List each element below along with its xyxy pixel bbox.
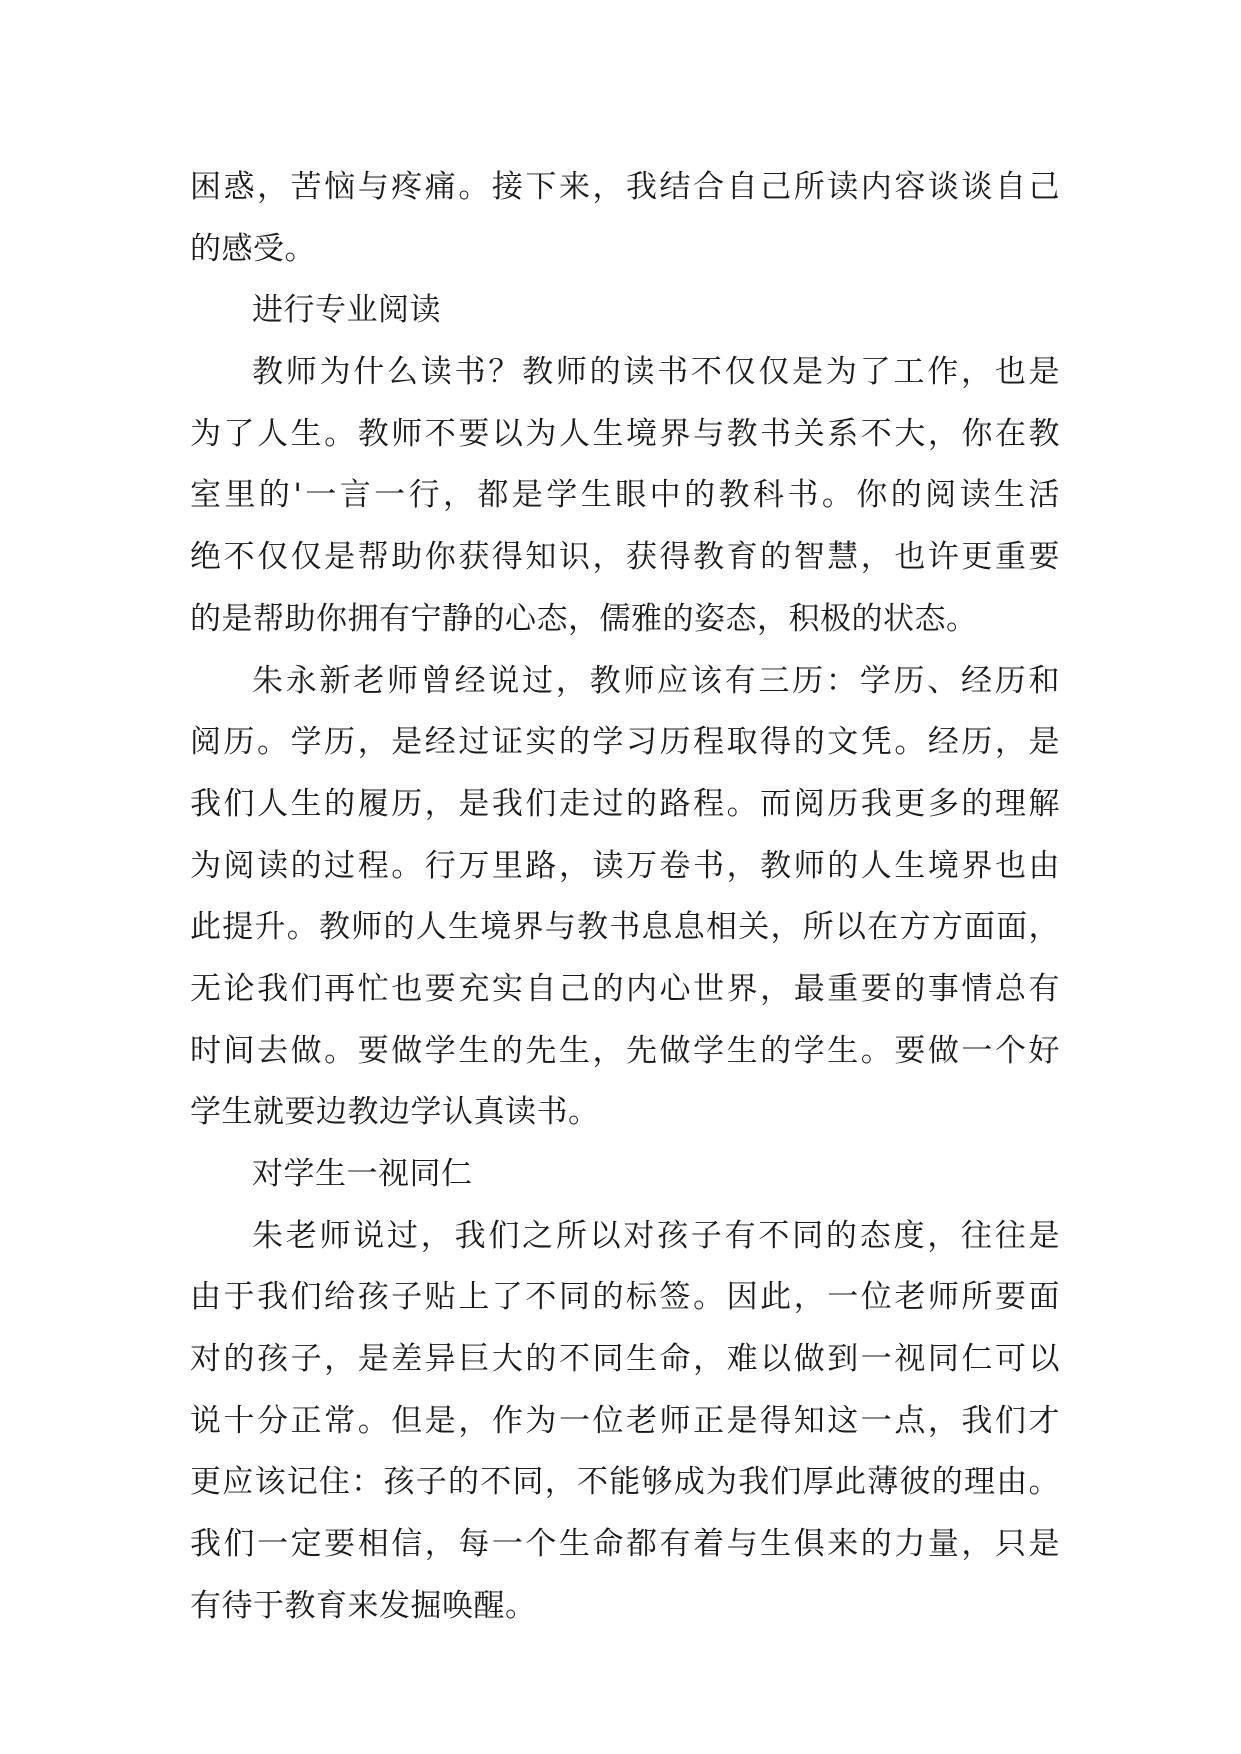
text-line: 教师为什么读书？教师的读书不仅仅是为了工作，也是 (252, 354, 1060, 391)
text-line: 的是帮助你拥有宁静的心态，儒雅的姿态，积极的状态。 (190, 600, 978, 637)
text-line: 此提升。教师的人生境界与教书息息相关，所以在方方面面， (190, 909, 1060, 946)
text-line: 有待于教育来发掘唤醒。 (190, 1587, 537, 1624)
section-heading: 进行专业阅读 (252, 292, 441, 329)
text-line: 学生就要边教边学认真读书。 (190, 1094, 600, 1131)
paragraph-equal-treatment (190, 1206, 1060, 1638)
text-line: 说十分正常。但是，作为一位老师正是得知这一点，我们才 (190, 1402, 1060, 1439)
text-line: 困惑，苦恼与疼痛。接下来，我结合自己所读内容谈谈自己 (190, 169, 1060, 205)
paragraph-intro-continuation (190, 157, 1060, 280)
text-line: 朱永新老师曾经说过，教师应该有三历：学历、经历和 (252, 662, 1060, 699)
text-line: 朱老师说过，我们之所以对孩子有不同的态度，往往是 (252, 1217, 1060, 1254)
text-line: 由于我们给孩子贴上了不同的标签。因此，一位老师所要面 (190, 1279, 1060, 1316)
text-line: 更应该记住：孩子的不同，不能够成为我们厚此薄彼的理由。 (190, 1464, 1060, 1501)
section-heading: 对学生一视同仁 (252, 1156, 473, 1192)
text-line: 无论我们再忙也要充实自己的内心世界，最重要的事情总有 (190, 970, 1060, 1007)
section-heading-equal-treatment (190, 1144, 1060, 1206)
text-line: 我们一定要相信，每一个生命都有着与生俱来的力量，只是 (190, 1526, 1060, 1563)
text-line: 时间去做。要做学生的先生，先做学生的学生。要做一个好 (190, 1032, 1060, 1069)
text-line: 绝不仅仅是帮助你获得知识，获得教育的智慧，也许更重要 (190, 539, 1060, 576)
section-heading-professional-reading (190, 280, 1060, 342)
text-line: 室里的'一言一行，都是学生眼中的教科书。你的阅读生活 (190, 477, 1060, 514)
paragraph-three-experiences (190, 651, 1060, 1145)
document-body (190, 157, 1060, 1638)
text-line: 为了人生。教师不要以为人生境界与教书关系不大，你在教 (190, 415, 1060, 452)
paragraph-why-teachers-read (190, 342, 1060, 650)
text-line: 阅历。学历，是经过证实的学习历程取得的文凭。经历，是 (190, 724, 1060, 761)
text-line: 为阅读的过程。行万里路，读万卷书，教师的人生境界也由 (190, 847, 1060, 884)
text-line: 我们人生的履历，是我们走过的路程。而阅历我更多的理解 (190, 785, 1060, 822)
text-line: 对的孩子，是差异巨大的不同生命，难以做到一视同仁可以 (190, 1341, 1060, 1378)
text-line: 的感受。 (190, 230, 316, 267)
